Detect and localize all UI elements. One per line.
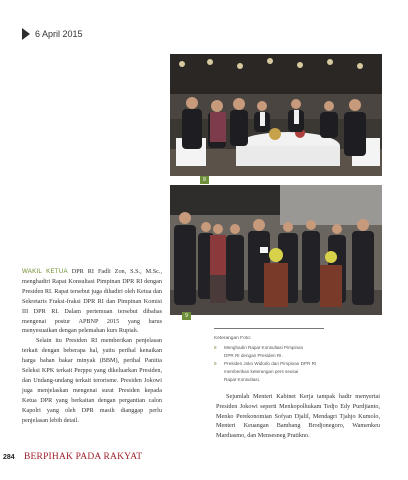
caption-number: 9 — [214, 361, 217, 366]
article-paragraph: Sejumlah Menteri Kabinet Kerja tampak hadir menyertai Presiden Jokowi seperti Menkopolhukam Tedjo Edy Purdjianto, Menko Perekonomian Sofyan Djalil, Mendagri Tjahjo Kumolo, Menteri Keuangan Bambang Brodjonegoro, Wamenkeu Mardiasmo, dan Mensesneg Pratikno. — [216, 393, 380, 440]
caption-text — [224, 360, 316, 384]
article-body — [22, 267, 162, 426]
press-statement-photo — [170, 185, 382, 315]
page-footer — [0, 451, 408, 465]
triangle-marker-icon — [22, 28, 30, 40]
caption-line: DPR RI dengan Presiden RI. — [224, 353, 283, 358]
caption-divider — [214, 328, 324, 329]
meeting-photo — [170, 54, 382, 176]
caption-title: Keterangan Foto: — [214, 336, 252, 341]
caption-line: Rapat Konsultasi. — [224, 377, 261, 382]
photo-number-badge: 9 — [182, 312, 191, 320]
caption-item — [214, 360, 324, 384]
caption-text — [224, 344, 303, 360]
caption-number: 8 — [214, 345, 217, 350]
date-header — [22, 27, 83, 41]
caption-line: Menghadiri Rapat Konsultasi Pimpinan — [224, 345, 304, 350]
paragraph-text: DPR RI Fadli Zon, S.S., M.Sc., menghadiri Rapat Konsultasi Pimpinan DPR RI dengan Presiden RI. Rapat tersebut juga dihadiri oleh Ketua dan Sekretaris Fraksi-fraksi DPR RI dan Pimpinan Komisi III DPR RI. Dalam pertemuan tersebut dibahas mengenai postur APBNP 2015 yang harus menyesuaikan dengan pelemahan kurs Rupiah. — [22, 268, 162, 335]
caption-line: Presiden Joko Widodo dan Pimpinan DPR RI — [224, 361, 317, 366]
caption-line: memberikan keterangan pers seusai — [224, 369, 299, 374]
article-paragraph: Selain itu Presiden RI memberikan penjelasan terkait dengan beberapa hal, yaitu perihal kenaikan harga bahan bakar minyak (BBM), perihal Panitia Seleksi KPK terkait Perppu yang dikeluarkan Presiden, dan Undang-undang terkait terorisme. Presiden Jokowi juga menjelaskan mengenai surat Presiden kepada Ketua DPR yang berkaitan dengan pergantian calon Kapolri yang oleh DPR masih dianggap perlu penjelasan lebih detail. — [22, 337, 162, 424]
lead-words: WAKIL KETUA — [22, 268, 68, 275]
publication-name: BERPIHAK PADA RAKYAT — [24, 452, 143, 462]
article-paragraph — [22, 267, 162, 336]
date-text: 6 April 2015 — [35, 29, 83, 39]
article-continuation — [216, 392, 380, 441]
page-number: 284 — [3, 454, 15, 461]
photo-number-badge: 8 — [200, 176, 209, 184]
photo-captions — [214, 328, 324, 384]
caption-item — [214, 344, 324, 360]
